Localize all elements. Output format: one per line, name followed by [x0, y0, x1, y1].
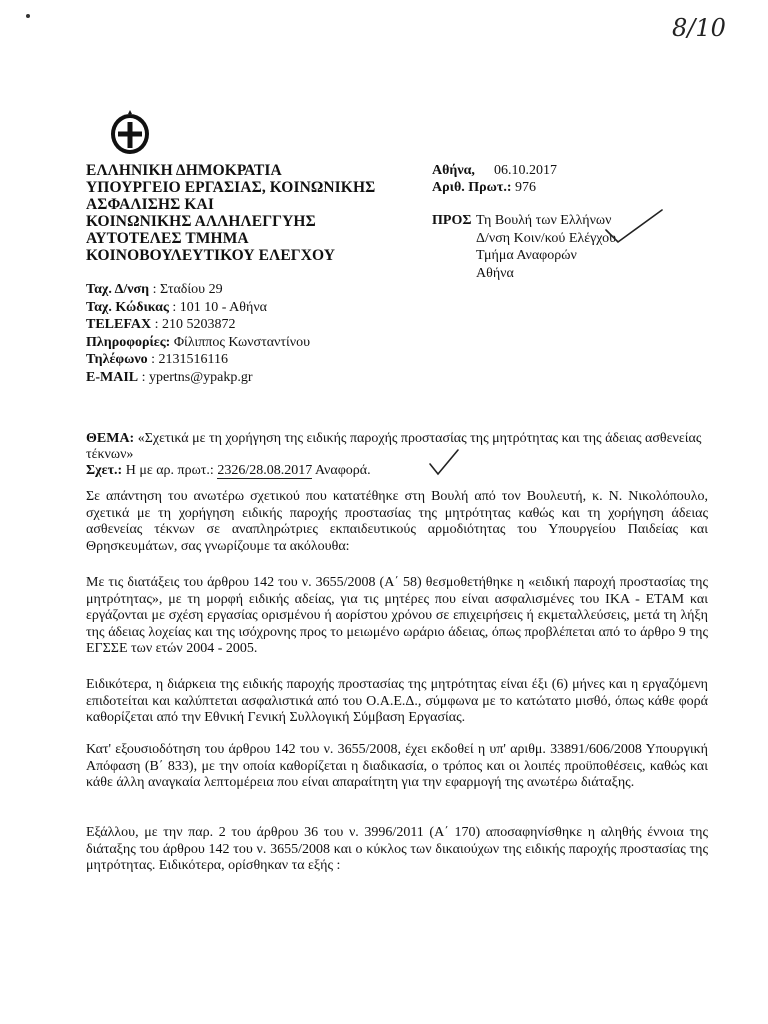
recipient-line: Δ/νση Κοιν/κού Ελέγχου: [476, 230, 617, 246]
protocol-number: 976: [514, 180, 536, 195]
contact-row: [86, 334, 310, 352]
contact-row: Ταχ. Κώδικας : 101 10 - Αθήνα: [86, 299, 267, 315]
header-line: ΚΟΙΝΩΝΙΚΗΣ ΑΛΛΗΛΕΓΓΥΗΣ: [86, 213, 316, 230]
header-line: ΕΛΛΗΝΙΚΗ ΔΗΜΟΚΡΑΤΙΑ: [86, 162, 282, 179]
contact-label: TELEFAX: [86, 317, 152, 332]
reference-prefix: Η με αρ. πρωτ.:: [125, 463, 214, 478]
handwritten-page-number: 8/10: [672, 14, 726, 42]
contact-details: [86, 281, 310, 386]
document-meta: [432, 162, 557, 196]
contact-label: Πληροφορίες:: [86, 334, 171, 350]
body-paragraph: Κατ' εξουσιοδότηση του άρθρου 142 του ν. 3655/2008, έχει εκδοθεί η υπ' αριθμ. 33891/606/2008 Υπουργική Απόφαση (Β΄ 833), με την οποία καθορίζεται η διαδικασία, ο τρόπος και οι λοιπές προϋποθέσεις, καθώς και κάθε άλλη αναγκαία λεπτομέρεια που είναι απαραίτητη για την εφαρμογή της ανωτέρω διάταξης.: [86, 742, 708, 790]
subject-line: [86, 431, 704, 463]
contact-row: E-MAIL : ypertns@ypakp.gr: [86, 369, 253, 385]
contact-label: Τηλέφωνο: [86, 352, 148, 367]
reference-number: 2326/28.08.2017: [217, 463, 313, 478]
contact-value: Σταδίου 29: [159, 282, 223, 297]
scan-mark: [26, 14, 30, 18]
contact-row: TELEFAX : 210 5203872: [86, 317, 236, 332]
contact-label: Ταχ. Κώδικας: [86, 299, 169, 315]
subject-label: ΘΕΜΑ:: [86, 431, 135, 446]
contact-value: ypertns@ypakp.gr: [149, 369, 253, 385]
handwritten-check-mark-icon: [600, 206, 670, 246]
recipient-line: Τμήμα Αναφορών: [476, 248, 577, 263]
reference-label: Σχετ.:: [86, 463, 123, 478]
body-paragraph: Ειδικότερα, η διάρκεια της ειδικής παροχής προστασίας της μητρότητας είναι έξι (6) μήνες και η εργαζόμενη επιδοτείται και καλύπτεται ασφαλιστικά από του Ο.Α.Ε.Δ., σύμφωνα με το κατώτατο μισθό, όπως κάθε φορά καθορίζεται από την Εθνική Γενική Συλλογική Σύμβαση Εργασίας.: [86, 677, 708, 725]
protocol-label: Αριθ. Πρωτ.:: [432, 180, 512, 195]
header-line: ΑΥΤΟΤΕΛΕΣ ΤΜΗΜΑ: [86, 230, 249, 247]
header-line: ΚΟΙΝΟΒΟΥΛΕΥΤΙΚΟΥ ΕΛΕΓΧΟΥ: [86, 247, 336, 264]
handwritten-check-mark-icon: [426, 446, 462, 480]
recipient-block: [432, 212, 616, 282]
header-line: ΑΣΦΑΛΙΣΗΣ ΚΑΙ: [86, 196, 214, 213]
document-date: 06.10.2017: [493, 163, 557, 178]
subject-text: «Σχετικά με τη χορήγηση της ειδικής παροχής προστασίας της μητρότητας και της άδειας ασθενείας τέκνων»: [86, 431, 702, 462]
recipient-label: ΠΡΟΣ: [432, 213, 472, 228]
contact-row: Τηλέφωνο : 2131516116: [86, 352, 229, 367]
body-paragraph: Εξάλλου, με την παρ. 2 του άρθρου 36 του ν. 3996/2011 (Α΄ 170) αποσαφηνίσθηκε η αληθής έννοια της διάταξης του άρθρου 142 του ν. 3655/2008 και ο κύκλος των δικαιούχων της ειδικής παροχής προστασίας της μητρότητας. Ειδικότερα, ορίσθηκαν τα εξής :: [86, 825, 708, 873]
header-line: ΥΠΟΥΡΓΕΙΟ ΕΡΓΑΣΙΑΣ, ΚΟΙΝΩΝΙΚΗΣ: [86, 179, 376, 196]
recipient-line: Τη Βουλή των Ελλήνων: [476, 213, 612, 228]
contact-label: E-MAIL: [86, 369, 139, 385]
contact-value: 101 10 - Αθήνα: [179, 299, 267, 315]
contact-value: Φίλιππος Κωνσταντίνου: [173, 334, 311, 350]
contact-label: Ταχ. Δ/νση: [86, 282, 150, 297]
body-paragraph: Με τις διατάξεις του άρθρου 142 του ν. 3655/2008 (Α΄ 58) θεσμοθετήθηκε η «ειδική παροχή προστασίας της μητρότητας», με τη μορφή ειδικής αδείας, για τις μητέρες που είναι ασφαλισμένες του ΙΚΑ - ΕΤΑΜ και εργάζονται με σχέση εργασίας ορισμένου ή αορίστου χρόνου σε επιχειρήσεις ή εκμεταλλεύσεις, μετά τη λήξη της άδειας λοχείας και της ισόχρονης προς το μειωμένο ωράριο άδειας, όπως προβλέπεται από το άρθρο 9 της ΕΓΣΣΕ των ετών 2004 - 2005.: [86, 575, 708, 656]
ministry-header: [86, 162, 375, 264]
body-paragraph: Σε απάντηση του ανωτέρω σχετικού που κατατέθηκε στη Βουλή από τον Βουλευτή, κ. Ν. Νικολόπουλο, σχετικά με τη χορήγηση ειδικής παροχής προστασίας της μητρότητας καθώς και τη χορήγηση άδειας ασθενείας τέκνων σε αναπληρώτριες εκπαιδευτικούς αρμοδιότητας του Υπουργείου Παιδείας και Θρησκευμάτων, σας γνωρίζουμε τα ακόλουθα:: [86, 489, 708, 554]
reference-suffix: Αναφορά.: [314, 463, 371, 478]
contact-row: Ταχ. Δ/νση : Σταδίου 29: [86, 282, 223, 297]
recipient-line: Αθήνα: [476, 265, 514, 281]
contact-value: 210 5203872: [161, 317, 236, 332]
reference-line: [86, 463, 371, 479]
contact-value: 2131516116: [158, 352, 229, 367]
place-label: Αθήνα,: [432, 163, 475, 178]
greek-coat-of-arms-icon: [108, 108, 152, 156]
